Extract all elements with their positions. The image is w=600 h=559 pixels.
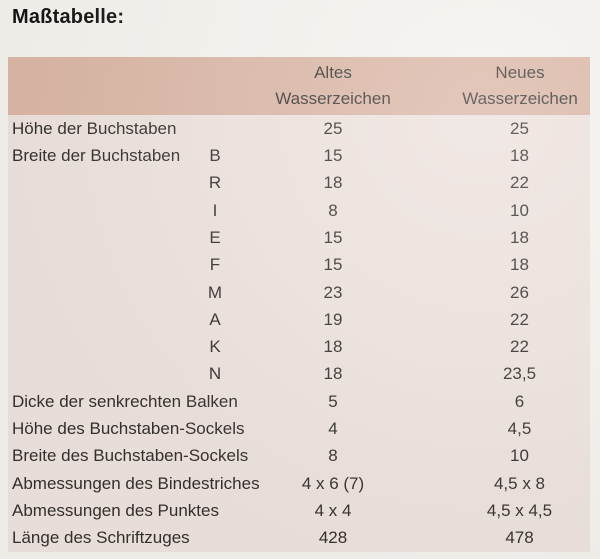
row-label: Höhe der Buchstaben [12,118,177,138]
table-row [8,497,590,524]
row-value-neues: 23,5 [502,364,537,384]
row-value-altes: 25 [323,118,343,138]
row-label: Breite der Buchstaben [12,145,181,165]
row-value-neues: 25 [510,118,529,138]
row-letter: A [209,309,221,329]
column-header-neues-line1: Neues [495,63,545,82]
row-letter: F [209,255,221,275]
row-letter: N [208,364,222,384]
row-label: Breite des Buchstaben-Sockels [12,446,249,466]
table-row [8,224,590,251]
table-row [8,388,590,415]
column-header-neues-wasserzeichen [435,60,600,112]
table-row [8,525,590,552]
row-label: Dicke der senkrechten Balken [12,391,238,411]
row-label: Länge des Schriftzuges [12,528,190,548]
row-label: Abmessungen des Punktes [12,501,219,521]
row-value-altes: 4 x 4 [314,501,352,521]
row-value-altes: 8 [328,200,338,220]
row-value-neues: 4,5 x 8 [493,473,546,493]
row-value-altes: 18 [323,364,343,384]
row-value-neues: 10 [510,200,529,220]
table-row [8,142,590,169]
row-value-altes: 23 [323,282,343,302]
table-row [8,415,590,442]
row-label: Abmessungen des Bindestriches [12,473,260,493]
row-value-neues: 478 [505,528,534,548]
row-value-neues: 4,5 x 4,5 [486,501,553,521]
row-letter: I [212,200,218,220]
row-value-altes: 18 [323,173,343,193]
table-row [8,443,590,470]
table-header [8,57,590,115]
table-row [8,115,590,142]
table-row [8,252,590,279]
row-value-neues: 18 [510,227,529,247]
table-row [8,306,590,333]
column-header-altes-line1: Altes [314,63,352,82]
column-header-neues-line2: Wasserzeichen [462,89,578,108]
table-row [8,334,590,361]
table-row [8,470,590,497]
row-value-altes: 5 [328,391,338,411]
row-value-neues: 22 [510,173,529,193]
row-letter: B [209,145,221,165]
row-value-neues: 10 [510,446,529,466]
row-value-neues: 4,5 [507,419,532,439]
row-letter: M [207,282,223,302]
table-row [8,197,590,224]
measurement-table [8,57,590,552]
table-row [8,170,590,197]
row-letter: R [208,173,222,193]
row-value-altes: 4 [328,419,338,439]
row-value-neues: 18 [510,255,529,275]
row-value-neues: 6 [514,391,525,411]
row-letter: E [209,227,221,247]
table-row [8,361,590,388]
row-value-altes: 8 [328,446,338,466]
row-value-altes: 19 [323,309,343,329]
table-body [8,115,590,552]
row-value-altes: 4 x 6 (7) [301,473,365,493]
row-value-altes: 428 [318,528,348,548]
row-value-neues: 22 [510,337,529,357]
row-letter: K [209,337,221,357]
row-value-neues: 26 [510,282,529,302]
row-label: Höhe des Buchstaben-Sockels [12,419,245,439]
row-value-altes: 15 [323,227,343,247]
row-value-altes: 15 [323,255,343,275]
row-value-neues: 22 [510,309,529,329]
row-value-altes: 15 [323,145,343,165]
column-header-altes-wasserzeichen [233,60,433,112]
column-header-altes-line2: Wasserzeichen [275,89,391,108]
row-value-altes: 18 [323,337,343,357]
page-title: Maßtabelle: [12,6,125,28]
table-row [8,279,590,306]
row-value-neues: 18 [510,145,529,165]
